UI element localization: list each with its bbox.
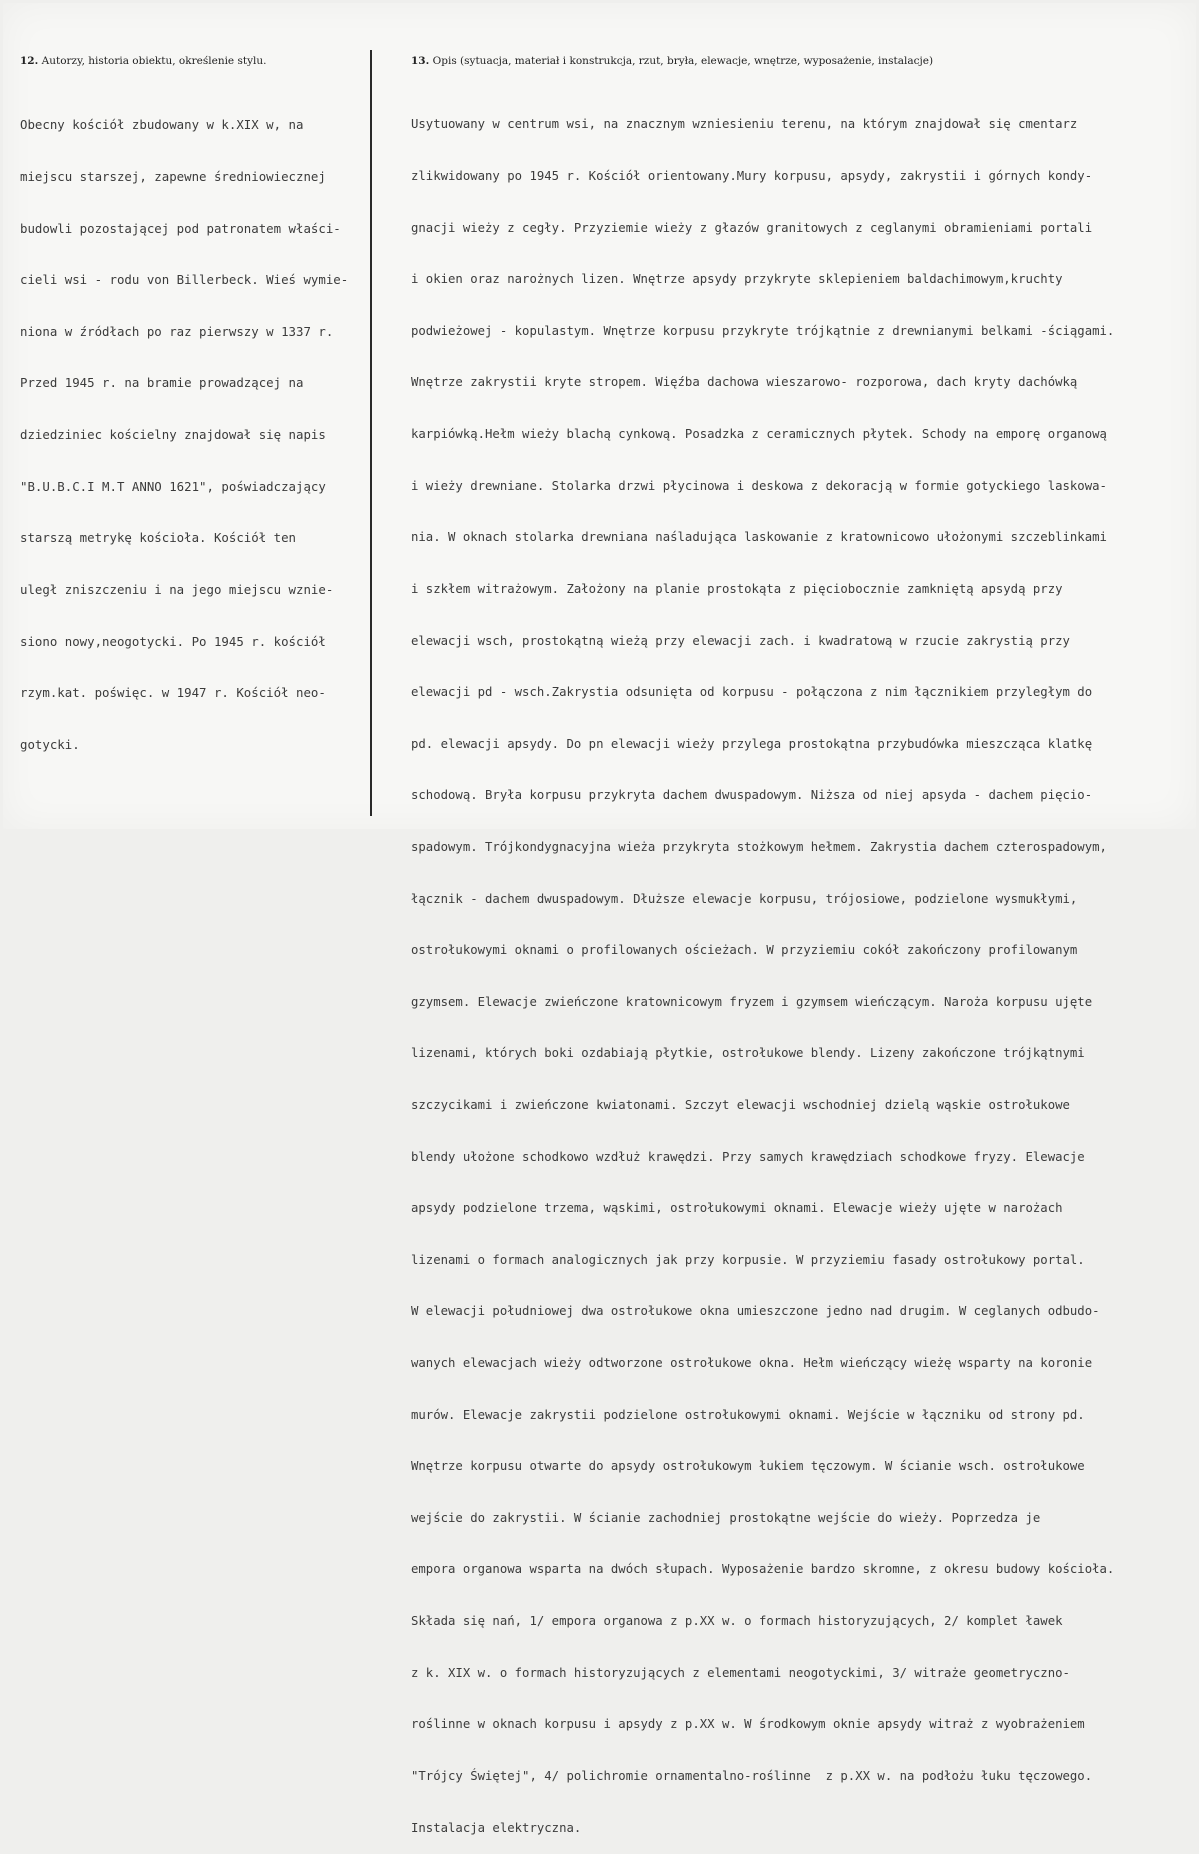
text-line: i wieży drewniane. Stolarka drzwi płycinowa i deskowa z dekoracją w formie gotyckiego laskowa- — [411, 478, 1107, 493]
text-line: szczycikami i zwieńczone kwiatonami. Szczyt elewacji wschodniej dzielą wąskie ostrołukowe — [411, 1097, 1070, 1112]
text-line: łącznik - dachem dwuspadowym. Dłuższe elewacje korpusu, trójosiowe, podzielone wysmukłymi, — [411, 891, 1078, 906]
text-line: ostrołukowymi oknami o profilowanych ościeżach. W przyziemiu cokół zakończony profilowanym — [411, 943, 1078, 958]
text-line: murów. Elewacje zakrystii podzielone ostrołukowymi oknami. Wejście w łączniku od strony pd. — [411, 1407, 1085, 1422]
section-12-header — [20, 55, 266, 67]
text-line: gzymsem. Elewacje zwieńczone kratownicowym fryzem i gzymsem wieńczącym. Naroża korpusu ujęte — [411, 994, 1093, 1009]
text-line: Usytuowany w centrum wsi, na znacznym wzniesieniu terenu, na którym znajdował się cmentarz — [411, 117, 1078, 132]
text-line: elewacji pd - wsch.Zakrystia odsunięta od korpusu - połączona z nim łącznikiem przyległym do — [411, 685, 1093, 700]
text-line: spadowym. Trójkondygnacyjna wieża przykryta stożkowym hełmem. Zakrystia dachem czterospadowym, — [411, 839, 1107, 854]
text-line: Obecny kościół zbudowany w k.XIX w, na — [20, 117, 304, 133]
section-13-number: 13. — [411, 55, 430, 67]
text-line: empora organowa wsparta na dwóch słupach. Wyposażenie bardzo skromne, z okresu budowy kościoła. — [411, 1562, 1115, 1577]
text-line: i szkłem witrażowym. Założony na planie prostokąta z pięciobocznie zamkniętą apsydą przy — [411, 581, 1063, 596]
text-line: Wnętrze korpusu otwarte do apsydy ostrołukowym łukiem tęczowym. W ścianie wsch. ostrołukowe — [411, 1459, 1085, 1474]
text-line: starszą metrykę kościoła. Kościół ten — [20, 530, 297, 546]
text-line: z k. XIX w. o formach historyzujących z elementami neogotyckimi, 3/ witraże geometryczno- — [411, 1665, 1070, 1680]
text-line: Przed 1945 r. na bramie prowadzącej na — [20, 375, 304, 391]
text-line: i okien oraz narożnych lizen. Wnętrze apsydy przykryte sklepieniem baldachimowym,kruchty — [411, 272, 1063, 287]
text-line: elewacji wsch, prostokątną wieżą przy elewacji zach. i kwadratową w rzucie zakrystią przy — [411, 633, 1070, 648]
text-line: nia. W oknach stolarka drewniana naśladująca laskowanie z kratownicowo ułożonymi szczeblinkami — [411, 530, 1107, 545]
text-line: lizenami, których boki ozdabiają płytkie, ostrołukowe blendy. Lizeny zakończone trójkątnymi — [411, 1046, 1085, 1061]
section-13-title: Opis (sytuacja, materiał i konstrukcja, rzut, bryła, elewacje, wnętrze, wyposażenie, instalacje) — [432, 55, 934, 67]
text-line: podwieżowej - kopulastym. Wnętrze korpusu przykryte trójkątnie z drewnianymi belkami -ściągami. — [411, 323, 1115, 338]
section-13-header — [411, 55, 933, 67]
history-text — [20, 82, 348, 770]
text-line: rzym.kat. poświęc. w 1947 r. Kościół neo- — [20, 685, 326, 701]
text-line: "Trójcy Świętej", 4/ polichromie ornamentalno-roślinne z p.XX w. na podłożu łuku tęczowego. — [411, 1768, 1093, 1783]
section-12-number: 12. — [20, 55, 39, 67]
text-line: niona w źródłach po raz pierwszy w 1337 r. — [20, 323, 334, 339]
text-line: lizenami o formach analogicznych jak przy korpusie. W przyziemiu fasady ostrołukowy portal. — [411, 1252, 1085, 1267]
text-line: karpiówką.Hełm wieży blachą cynkową. Posadzka z ceramicznych płytek. Schody na emporę organową — [411, 427, 1107, 442]
description-text — [411, 82, 1114, 1854]
text-line: miejscu starszej, zapewne średniowiecznej — [20, 169, 326, 185]
text-line: dziedziniec kościelny znajdował się napis — [20, 427, 326, 443]
text-line: roślinne w oknach korpusu i apsydy z p.XX w. W środkowym oknie apsydy witraż z wyobrażeniem — [411, 1717, 1085, 1732]
column-divider — [370, 50, 372, 816]
text-line: Instalacja elektryczna. — [411, 1820, 582, 1835]
text-line: wanych elewacjach wieży odtworzone ostrołukowe okna. Hełm wieńczący wieżę wsparty na koronie — [411, 1356, 1093, 1371]
text-line: Składa się nań, 1/ empora organowa z p.XX w. o formach historyzujących, 2/ komplet ławek — [411, 1614, 1063, 1629]
text-line: schodową. Bryła korpusu przykryta dachem dwuspadowym. Niższa od niej apsyda - dachem pięcio- — [411, 788, 1093, 803]
text-line: pd. elewacji apsydy. Do pn elewacji wieży przylega prostokątna przybudówka mieszcząca klatkę — [411, 736, 1093, 751]
text-line: W elewacji południowej dwa ostrołukowe okna umieszczone jedno nad drugim. W ceglanych odbudo- — [411, 1304, 1100, 1319]
text-line: "B.U.B.C.I M.T ANNO 1621", poświadczający — [20, 478, 326, 494]
text-line: cieli wsi - rodu von Billerbeck. Wieś wymie- — [20, 272, 349, 288]
text-line: siono nowy,neogotycki. Po 1945 r. kościół — [20, 633, 326, 649]
text-line: gotycki. — [20, 736, 80, 752]
text-line: budowli pozostającej pod patronatem właści- — [20, 220, 341, 236]
text-line: apsydy podzielone trzema, wąskimi, ostrołukowymi oknami. Elewacje wieży ujęte w narożach — [411, 1201, 1063, 1216]
text-line: uległ zniszczeniu i na jego miejscu wznie- — [20, 581, 334, 597]
section-12-title: Autorzy, historia obiektu, określenie stylu. — [41, 55, 267, 67]
text-line: gnacji wieży z cegły. Przyziemie wieży z głazów granitowych z ceglanymi obramieniami portali — [411, 220, 1093, 235]
text-line: blendy ułożone schodkowo wzdłuż krawędzi. Przy samych krawędziach schodkowe fryzy. Elewacje — [411, 1149, 1085, 1164]
text-line: Wnętrze zakrystii kryte stropem. Więźba dachowa wieszarowo- rozporowa, dach kryty dachówką — [411, 375, 1078, 390]
text-line: wejście do zakrystii. W ścianie zachodniej prostokątne wejście do wieży. Poprzedza je — [411, 1510, 1041, 1525]
text-line: zlikwidowany po 1945 r. Kościół orientowany.Mury korpusu, apsydy, zakrystii i górnych kondy- — [411, 169, 1093, 184]
